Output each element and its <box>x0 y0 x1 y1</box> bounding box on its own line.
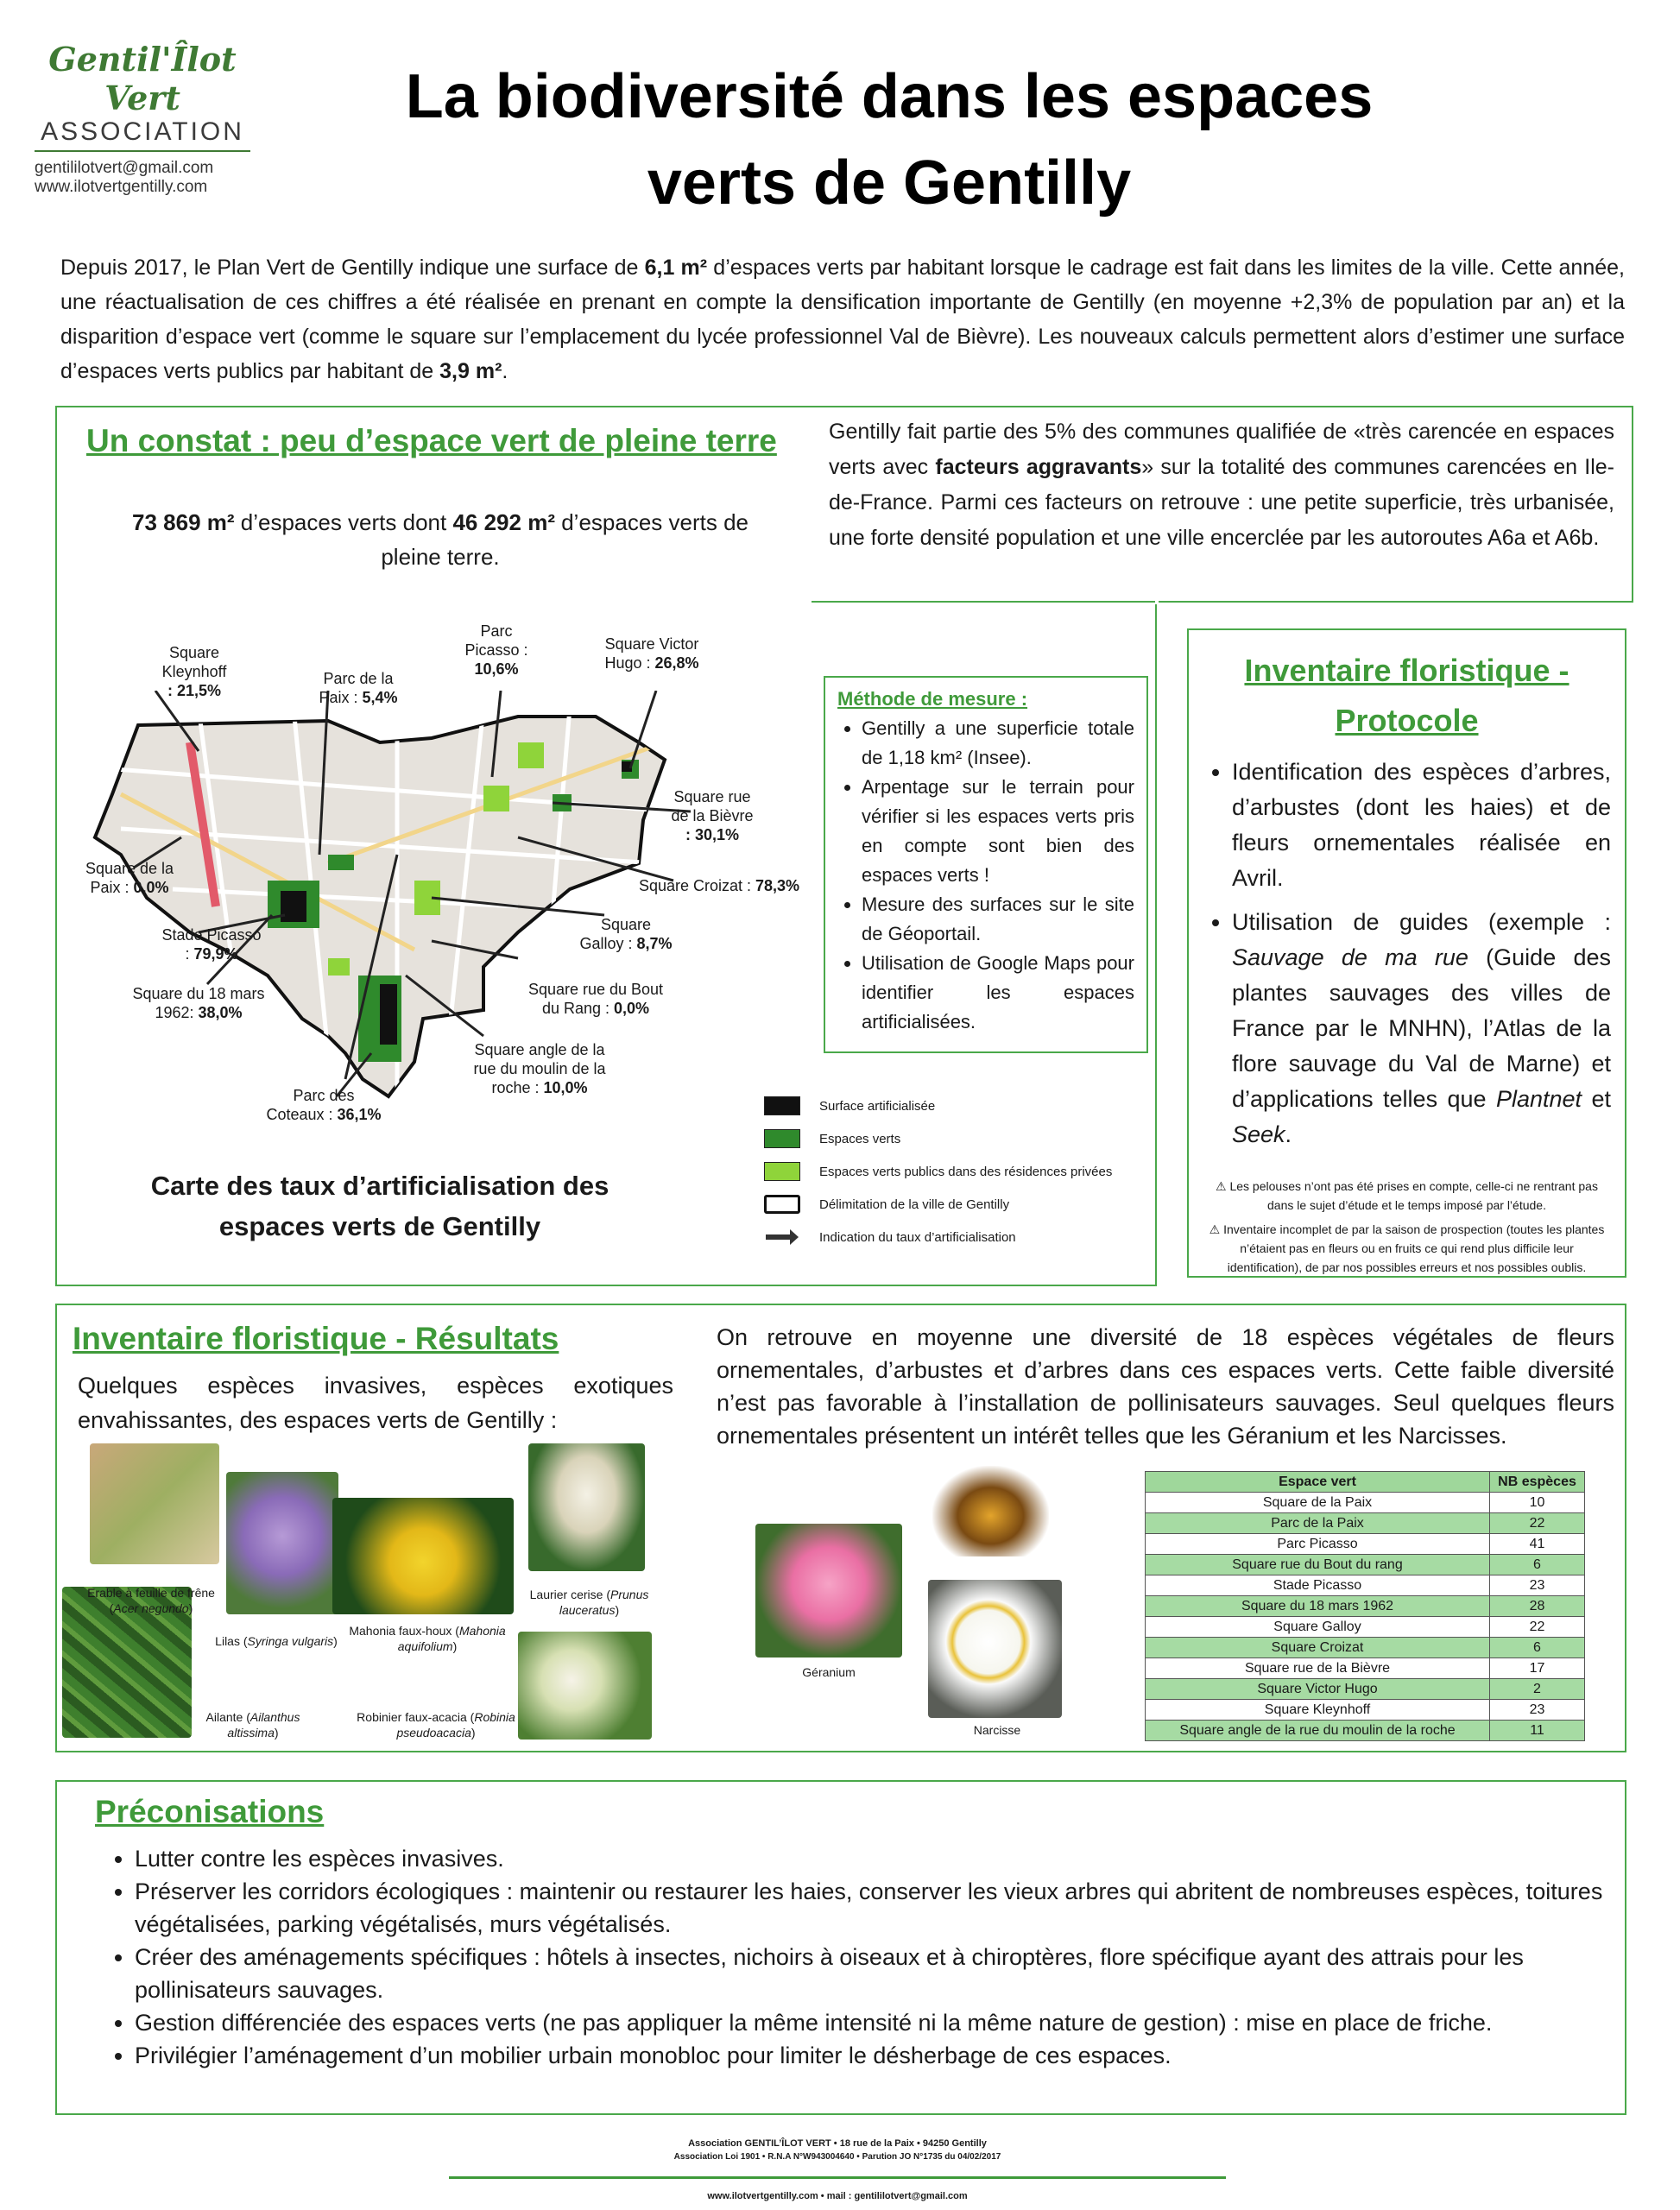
protocole-title: Inventaire floristique - Protocole <box>1244 653 1569 738</box>
preconisations-section <box>55 1780 1626 2115</box>
map-label-square-18-mars-1962: Square du 18 mars 1962: 38,0% <box>132 985 265 1021</box>
map-label-square-rue-de-la-bievre: Square rue de la Bièvre : 30,1% <box>671 788 754 843</box>
table-row: Square Victor Hugo 2 <box>1146 1679 1585 1700</box>
methode-item: • Arpentage sur le terrain pour vérifier si les espaces verts pris en compte sont bien des espaces verts ! <box>862 773 1134 890</box>
table-header: Espace vert <box>1146 1472 1490 1493</box>
map-label-parc-picasso: Parc Picasso : 10,6% <box>464 622 528 678</box>
table-row: Parc de la Paix 22 <box>1146 1513 1585 1534</box>
diversity-text: On retrouve en moyenne une diversité de 18 espèces végétales de fleurs ornementales, d’arbustes et d’arbres dans ces espaces verts. Cette faible diversité n’est pas favorable à l’installation de pollinisateurs sauvages. Seul quelques fleurs ornementales présentent un intérêt telles que les Géranium et les Narcisses. <box>717 1324 1614 1449</box>
methode-box <box>824 676 1148 1053</box>
legend-item: Espaces verts publics dans des résidences privées <box>764 1155 1161 1188</box>
table-row: Parc Picasso 41 <box>1146 1534 1585 1555</box>
logo-name: Gentil'Îlot Vert <box>48 40 237 117</box>
table-row: Square angle de la rue du moulin de la roche 11 <box>1146 1721 1585 1741</box>
table-row: Stade Picasso 23 <box>1146 1575 1585 1596</box>
map-label-square-de-la-paix: Square de la Paix : 0,0% <box>85 860 174 896</box>
preco-item: • Privilégier l’aménagement d’un mobilier urbain monobloc pour limiter le désherbage de ces espaces. <box>135 2039 1604 2072</box>
table-row: Square rue du Bout du rang 6 <box>1146 1555 1585 1575</box>
resultats-intro: Quelques espèces invasives, espèces exotiques envahissantes, des espaces verts de Gentilly : <box>78 1373 673 1433</box>
methode-item: • Mesure des surfaces sur le site de Géoportail. <box>862 890 1134 949</box>
map-caption: Carte des taux d’artificialisation des espaces verts de Gentilly <box>150 1171 609 1241</box>
table-row: Square de la Paix 10 <box>1146 1493 1585 1513</box>
legend-swatch-green <box>764 1129 800 1148</box>
map-label-square-croizat: Square Croizat : 78,3% <box>638 877 800 894</box>
map-label-square-rue-du-bout-du-rang: Square rue du Bout du Rang : 0,0% <box>527 981 664 1017</box>
caption-acer-negundo: Erable à feuille de frêne (Acer negundo) <box>87 1586 215 1615</box>
photo-syringa <box>226 1472 338 1614</box>
resultats-title: Inventaire floristique - Résultats <box>73 1321 559 1356</box>
table-row: Square du 18 mars 1962 28 <box>1146 1596 1585 1617</box>
legend-swatch-boundary <box>764 1195 800 1214</box>
title-line-2: verts de Gentilly <box>647 148 1132 218</box>
footer <box>449 2137 1226 2201</box>
logo-web: www.ilotvertgentilly.com <box>35 178 208 196</box>
caption-mahonia: Mahonia faux-houx (Mahonia aquifolium) <box>349 1624 506 1653</box>
legend-item: Espaces verts <box>764 1122 1161 1155</box>
photo-robinia <box>518 1632 652 1740</box>
protocole-item: • Identification des espèces d’arbres, d’arbustes (dont les haies) et de fleurs ornementales réalisée en Avril. <box>1232 755 1611 896</box>
protocole-box <box>1187 628 1626 1278</box>
caption-narcisse: Narcisse <box>973 1723 1021 1737</box>
preco-item: • Créer des aménagements spécifiques : hôtels à insectes, nichoirs à oiseaux et à chiroptères, flore spécifique ayant des attrais pour les pollinisateurs sauvages. <box>135 1941 1604 2006</box>
map-label-square-kleynhoff: Square Kleynhoff : 21,5% <box>161 644 227 699</box>
table-row: Square Galloy 22 <box>1146 1617 1585 1638</box>
photo-acer-negundo <box>90 1443 219 1564</box>
footer-address: Association GENTIL’ÎLOT VERT • 18 rue de la Paix • 94250 Gentilly <box>688 2138 987 2149</box>
intro-value-2: 3,9 m² <box>439 359 502 383</box>
legend-item: Délimitation de la ville de Gentilly <box>764 1188 1161 1221</box>
map-legend <box>764 1089 1161 1253</box>
legend-swatch-private <box>764 1162 800 1181</box>
logo-sub: ASSOCIATION <box>35 117 250 152</box>
intro-paragraph: Depuis 2017, le Plan Vert de Gentilly indique une surface de 6,1 m² d’espaces verts par habitant lorsque le cadrage est fait dans les limites de la ville. Cette année, une réactualisation de ces chiffres a été réalisée en prenant en compte la densification importante de Gentilly (en moyenne +2,3% de population par an) et la disparition d’espace vert (comme le square sur l’emplacement du lycée professionnel Val de Bièvre). Les nouveaux calculs permettent alors d’estimer une surface d’espaces verts publics par habitant de 3,9 m². <box>60 256 1625 383</box>
caption-geranium: Géranium <box>802 1665 856 1679</box>
map-label-square-angle-moulin-roche: Square angle de la rue du moulin de la roche : 10,0% <box>473 1041 606 1096</box>
methode-list <box>837 714 1134 1037</box>
carence-text: Gentilly fait partie des 5% des communes qualifiée de «très carencée en espaces verts avec facteurs aggravants» sur la totalité des communes carencées en Ile-de-France. Parmi ces facteurs on retrouve : une petite superficie, très urbanisée, une forte densité population et une ville encerclée par les autoroutes A6a et A6b. <box>829 420 1614 550</box>
protocole-note-1: ⚠ Les pelouses n’ont pas été prises en compte, celle-ci ne rentrant pas dans le sujet d’étude et le temps imposé par l’étude. <box>1216 1179 1598 1212</box>
methode-item: • Gentilly a une superficie totale de 1,18 km² (Insee). <box>862 714 1134 773</box>
caption-ailanthus: Ailante (Ailanthus altissima) <box>205 1710 300 1740</box>
photo-prunus <box>528 1443 645 1571</box>
map-label-square-galloy: Square Galloy : 8,7% <box>579 916 673 952</box>
logo-email: gentililotvert@gmail.com <box>35 159 214 177</box>
legend-item: Indication du taux d’artificialisation <box>764 1221 1161 1253</box>
photo-narcisse <box>928 1580 1062 1718</box>
caption-prunus: Laurier cerise (Prunus lauceratus) <box>529 1588 649 1617</box>
table-row: Square Croizat 6 <box>1146 1638 1585 1658</box>
protocole-item: • Utilisation de guides (exemple : Sauvage de ma rue (Guide des plantes sauvages des villes de France par le MNHN), l’Atlas de la flore sauvage du Val de Marne) et d’applications telles que Plantnet et Seek. <box>1232 905 1611 1152</box>
protocole-list <box>1203 755 1611 1152</box>
legend-swatch-artificial <box>764 1096 800 1115</box>
preco-item: • Gestion différenciée des espaces verts (ne pas appliquer la même intensité ni la même nature de gestion) : mise en place de friche. <box>135 2006 1604 2039</box>
footer-registration: Association Loi 1901 • R.N.A N°W943004640 • Parution JO N°1735 du 04/02/2017 <box>673 2152 1001 2162</box>
constat-title: Un constat : peu d’espace vert de pleine terre <box>86 423 777 458</box>
protocole-note-2: ⚠ Inventaire incomplet de par la saison de prospection (toutes les plantes n’étaient pas en fleurs ou en fruits ce qui rend plus difficile leur identification), de par nos possibles erreurs et nos possibles oublis. <box>1209 1222 1605 1274</box>
preco-list <box>78 1842 1604 2072</box>
caption-robinia: Robinier faux-acacia (Robinia pseudoacacia) <box>357 1710 515 1740</box>
map-label-parc-des-coteaux: Parc des Coteaux : 36,1% <box>266 1087 382 1123</box>
methode-item: • Utilisation de Google Maps pour identifier les espaces artificialisées. <box>862 949 1134 1037</box>
intro-value-1: 6,1 m² <box>644 256 708 280</box>
footer-contact: www.ilotvertgentilly.com • mail : gentililotvert@gmail.com <box>707 2191 968 2201</box>
map-label-stade-picasso: Stade Picasso : 79,9% <box>161 926 262 963</box>
title-line-1: La biodiversité dans les espaces <box>405 62 1374 131</box>
map-label-square-victor-hugo: Square Victor Hugo : 26,8% <box>604 635 699 672</box>
table-header: NB espèces <box>1490 1472 1585 1493</box>
logo <box>35 40 250 196</box>
page-title <box>294 54 1485 226</box>
legend-item: Surface artificialisée <box>764 1089 1161 1122</box>
species-table <box>1145 1471 1585 1741</box>
photo-geranium <box>755 1524 902 1658</box>
photo-bee <box>932 1466 1049 1556</box>
table-row: Square Kleynhoff 23 <box>1146 1700 1585 1721</box>
map-label-parc-de-la-paix: Parc de la Paix : 5,4% <box>319 670 398 706</box>
photo-mahonia <box>332 1498 514 1614</box>
legend-arrow-icon <box>764 1228 800 1247</box>
footer-divider <box>449 2176 1226 2179</box>
preco-item: • Préserver les corridors écologiques : maintenir ou restaurer les haies, conserver les vieux arbres qui abritent de nombreuses espèces, toitures végétalisées, parking végétalisés, murs végétalisés. <box>135 1875 1604 1941</box>
methode-title: Méthode de mesure : <box>837 688 1028 710</box>
caption-syringa: Lilas (Syringa vulgaris) <box>215 1634 338 1648</box>
table-row: Square rue de la Bièvre 17 <box>1146 1658 1585 1679</box>
preco-title: Préconisations <box>95 1794 325 1829</box>
preco-item: • Lutter contre les espèces invasives. <box>135 1842 1604 1875</box>
constat-figures: 73 869 m² d’espaces verts dont 46 292 m² d’espaces verts de pleine terre. <box>132 509 748 570</box>
